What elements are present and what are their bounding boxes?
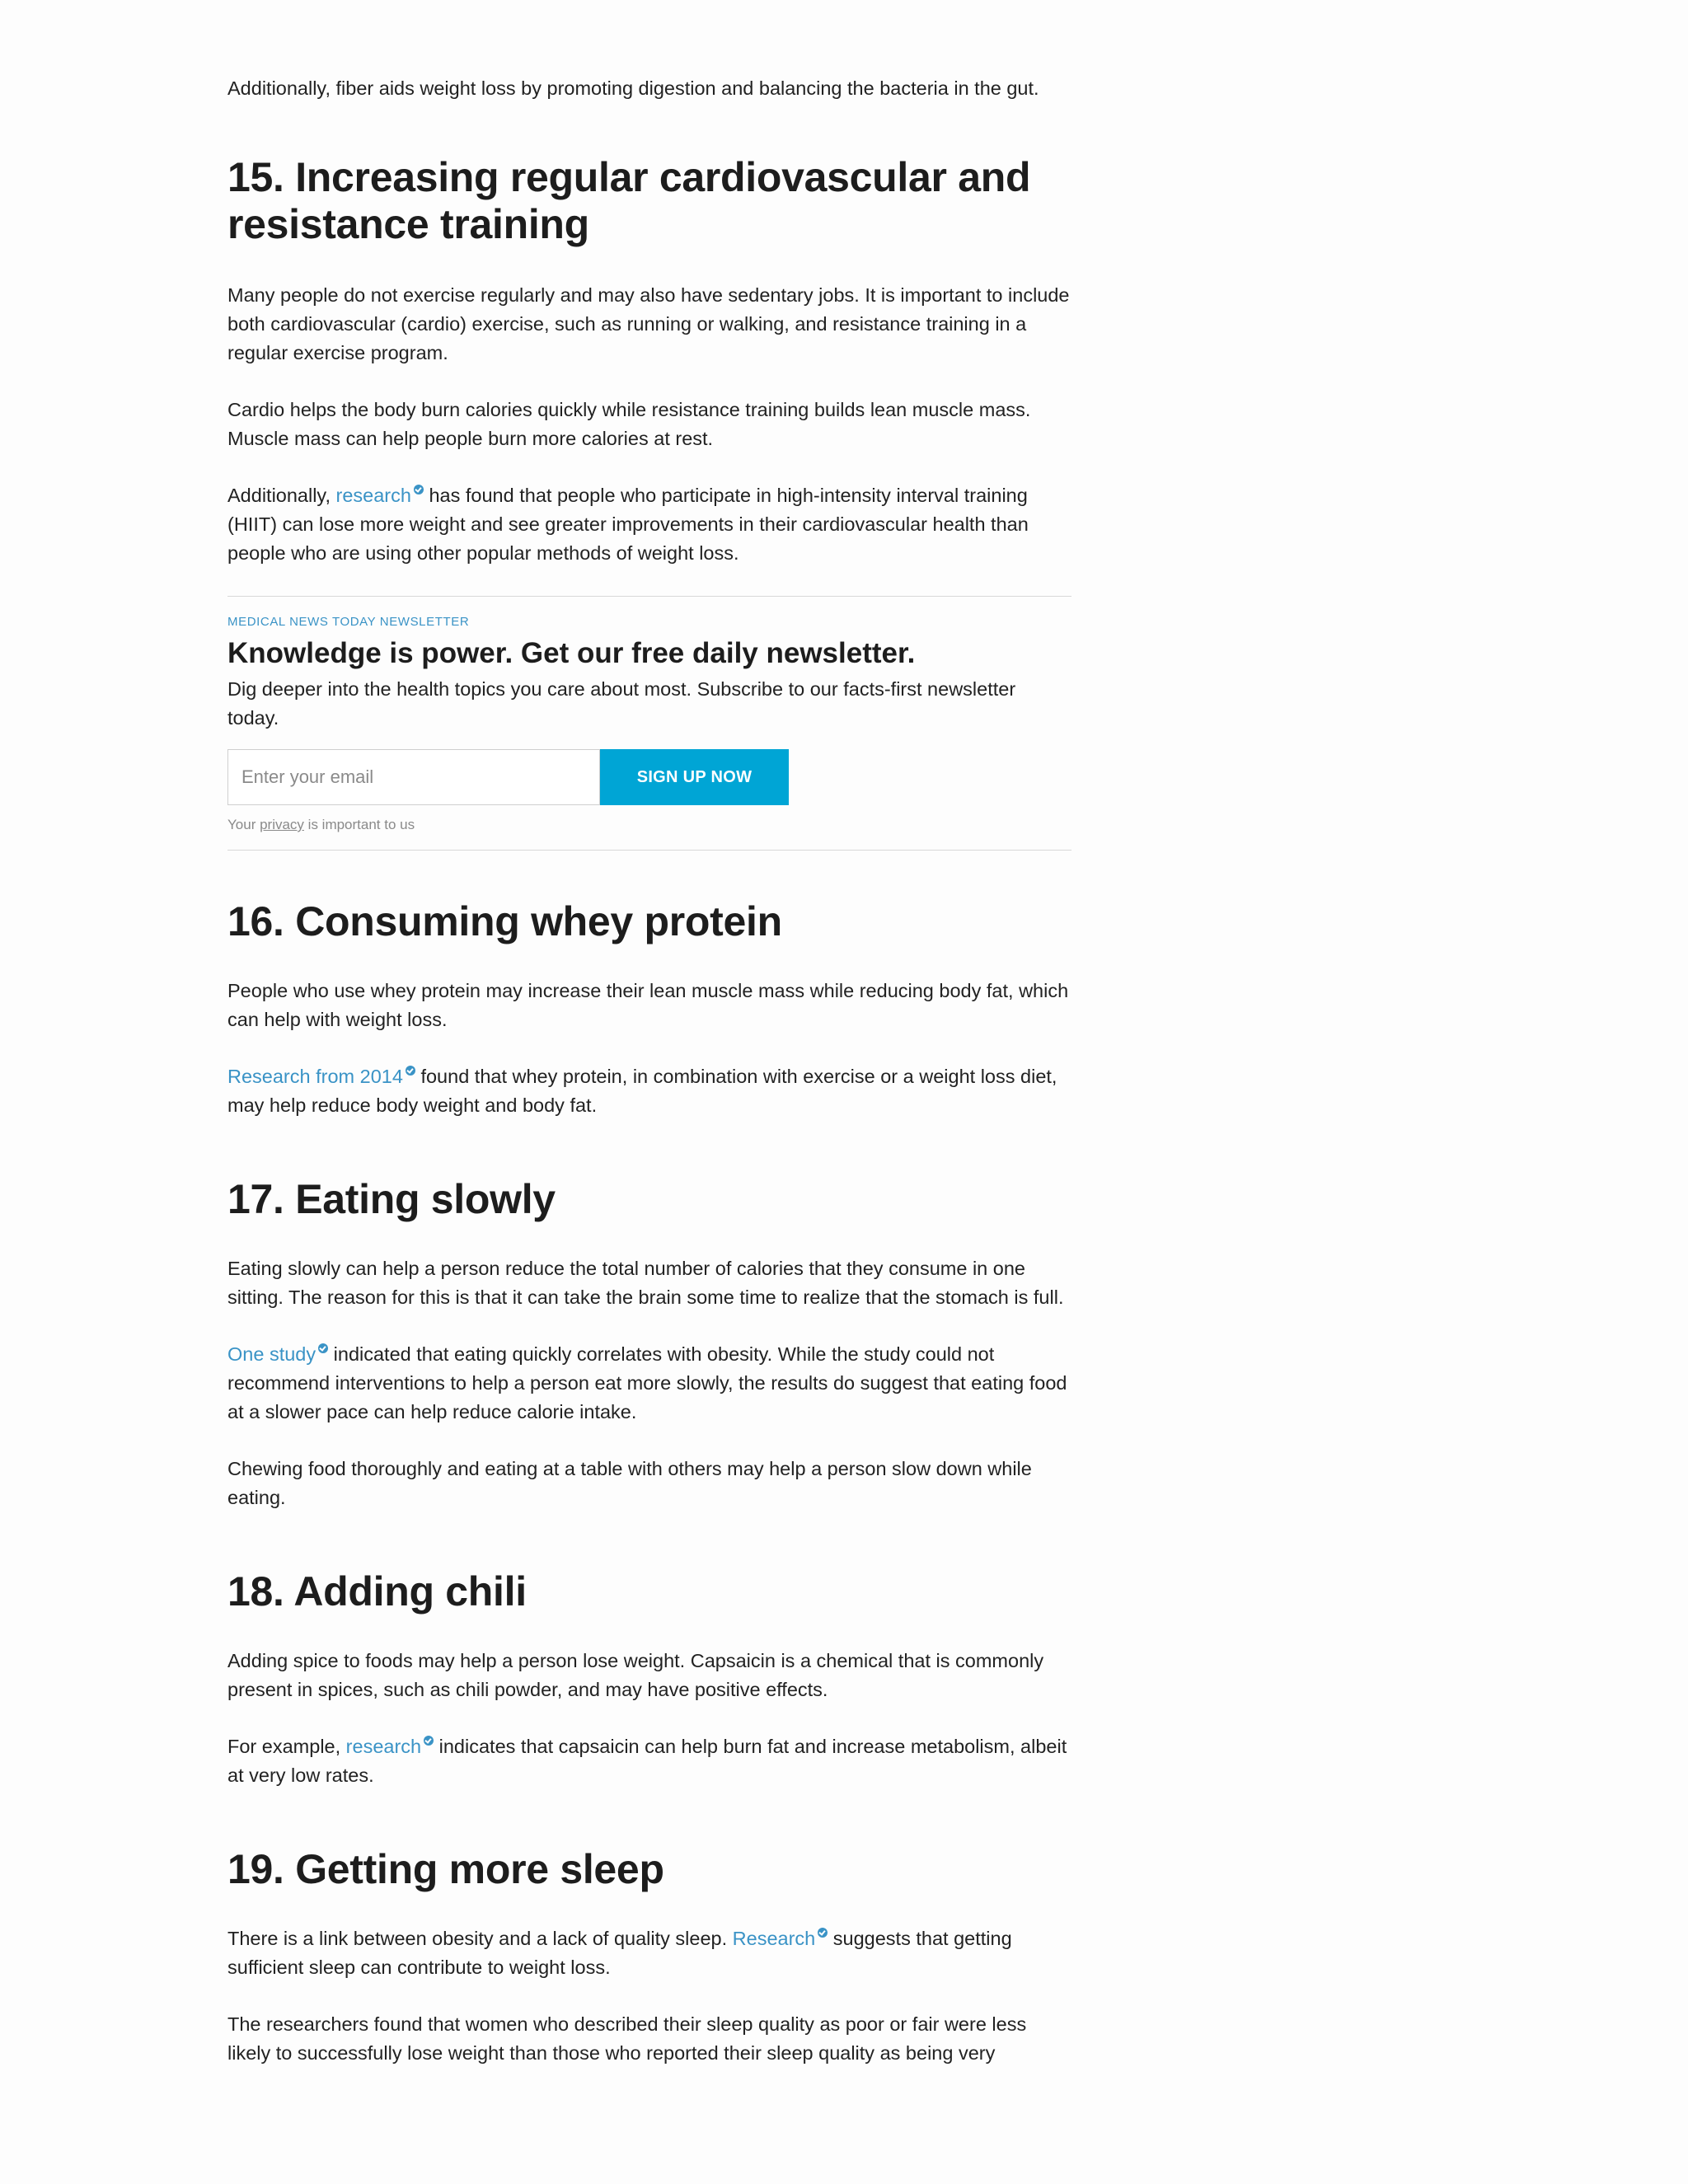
newsletter-form	[227, 749, 1071, 805]
research-2014-link[interactable]: Research from 2014	[227, 1066, 403, 1087]
newsletter-signup	[227, 596, 1071, 851]
text-run: is important to us	[303, 817, 415, 832]
section-15-paragraph-3	[227, 481, 1071, 568]
verified-source-icon	[406, 1066, 415, 1076]
section-15-paragraph-1: Many people do not exercise regularly and may also have sedentary jobs. It is important to include both cardiovascular (cardio) exercise, such as running or walking, and resistance training in a regular exercise program.	[227, 284, 1070, 363]
email-input[interactable]	[227, 749, 600, 805]
text-run: There is a link between obesity and a lack of quality sleep.	[227, 1928, 733, 1949]
research-link[interactable]: research	[335, 485, 411, 506]
intro-paragraph: Additionally, fiber aids weight loss by promoting digestion and balancing the bacteria in the gut.	[227, 77, 1039, 99]
text-run: suggests that getting sufficient sleep can contribute to weight loss.	[227, 1928, 1012, 1978]
newsletter-title: Knowledge is power. Get our free daily newsletter.	[227, 637, 916, 669]
text-run: For example,	[227, 1736, 346, 1757]
section-19-paragraph-2: The researchers found that women who described their sleep quality as poor or fair were less likely to successfully lose weight than those who reported their sleep quality as being very	[227, 2013, 1027, 2064]
section-16-heading: 16. Consuming whey protein	[227, 898, 782, 944]
section-17-paragraph-2	[227, 1340, 1071, 1427]
privacy-link[interactable]: privacy	[260, 817, 304, 832]
section-19-paragraph-1	[227, 1924, 1071, 1982]
text-run: has found that people who participate in high-intensity interval training (HIIT) can lose more weight and see greater improvements in their cardiovascular health than people who are using other popular methods of weight loss.	[227, 485, 1029, 564]
section-16-paragraph-1: People who use whey protein may increase their lean muscle mass while reducing body fat, which can help with weight loss.	[227, 980, 1069, 1030]
section-16-paragraph-2	[227, 1062, 1071, 1120]
research-link[interactable]: Research	[732, 1928, 816, 1949]
text-run: indicated that eating quickly correlates with obesity. While the study could not recommend interventions to help a person eat more slowly, the results do suggest that eating food at a slower pace can help reduce calorie intake.	[227, 1343, 1067, 1422]
section-18-heading: 18. Adding chili	[227, 1568, 527, 1615]
one-study-link[interactable]: One study	[227, 1343, 316, 1365]
newsletter-description: Dig deeper into the health topics you care about most. Subscribe to our facts-first newsletter today.	[227, 678, 1016, 729]
section-17-heading: 17. Eating slowly	[227, 1176, 556, 1222]
section-17-paragraph-3: Chewing food thoroughly and eating at a table with others may help a person slow down while eating.	[227, 1458, 1032, 1508]
section-17-paragraph-1: Eating slowly can help a person reduce the total number of calories that they consume in one sitting. The reason for this is that it can take the brain some time to realize that the stomach is full.	[227, 1258, 1064, 1308]
section-18-paragraph-2	[227, 1732, 1071, 1790]
privacy-note	[227, 817, 1071, 833]
text-run: Additionally,	[227, 485, 336, 506]
section-19-heading: 19. Getting more sleep	[227, 1846, 664, 1892]
newsletter-kicker: MEDICAL NEWS TODAY NEWSLETTER	[227, 615, 470, 629]
verified-source-icon	[424, 1736, 434, 1746]
verified-source-icon	[318, 1343, 328, 1353]
text-run: indicates that capsaicin can help burn fat and increase metabolism, albeit at very low rates.	[227, 1736, 1067, 1786]
research-link[interactable]: research	[345, 1736, 422, 1757]
verified-source-icon	[414, 485, 424, 494]
section-15-paragraph-2: Cardio helps the body burn calories quickly while resistance training builds lean muscle mass. Muscle mass can help people burn more calories at rest.	[227, 399, 1031, 449]
text-run: Your	[227, 817, 260, 832]
section-15-heading: 15. Increasing regular cardiovascular and resistance training	[227, 154, 1031, 247]
sign-up-button[interactable]: SIGN UP NOW	[600, 749, 789, 805]
article-body	[227, 74, 1071, 2096]
verified-source-icon	[818, 1928, 828, 1938]
text-run: found that whey protein, in combination with exercise or a weight loss diet, may help reduce body weight and body fat.	[227, 1066, 1057, 1116]
section-18-paragraph-1: Adding spice to foods may help a person lose weight. Capsaicin is a chemical that is commonly present in spices, such as chili powder, and may have positive effects.	[227, 1650, 1044, 1700]
